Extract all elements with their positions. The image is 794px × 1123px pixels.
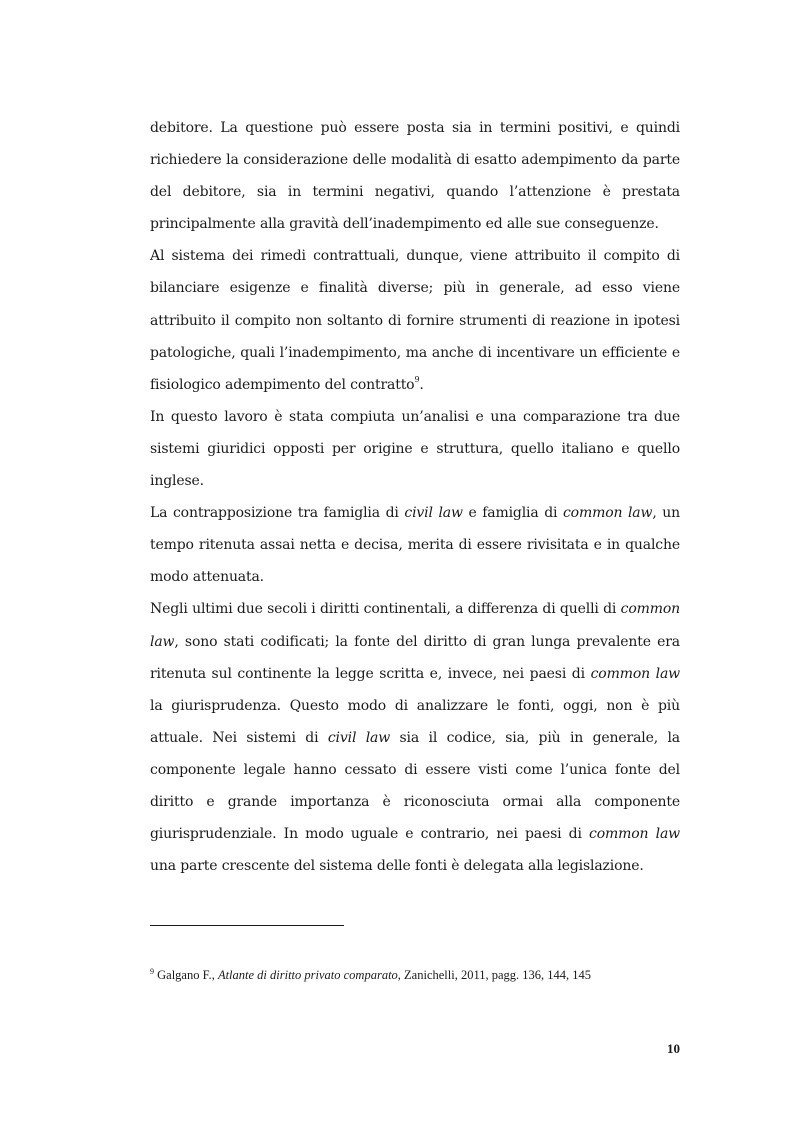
italic-term: common law <box>590 665 680 682</box>
text-run: Al sistema dei rimedi contrattuali, dunque, viene attribuito il compito di bilanciare esigenze e finalità diverse; più in generale, ad esso viene attribuito il compito non soltanto di fornire strumenti di reazione in ipotesi patologiche, quali l’inadempimento, ma anche di incentivare un efficiente e fisiologico adempimento del contratto <box>150 248 680 393</box>
text-run: . <box>419 376 424 393</box>
text-run: debitore. La questione può essere posta sia in termini positivi, e quindi richiedere la considerazione delle modalità di esatto adempimento da parte del debitore, sia in termini negativi, quando l’attenzione è prestata principalmente alla gravità dell’inadempimento ed alle sue conseguenze. <box>150 120 680 233</box>
footnote-reference: 9 <box>414 375 420 385</box>
text-run: La contrapposizione tra famiglia di <box>150 505 405 522</box>
paragraph <box>150 240 680 400</box>
paragraph <box>150 593 680 882</box>
italic-term: common law <box>150 601 680 650</box>
paragraph <box>150 497 680 593</box>
text-run: la giurisprudenza. Questo modo di analizzare le fonti, oggi, non è più attuale. Nei sistemi di <box>150 697 680 746</box>
footnote-separator-text: , <box>211 968 218 982</box>
italic-term: civil law <box>327 729 391 746</box>
text-run: , un tempo ritenuta assai netta e decisa, merita di essere rivisitata e in qualche modo attenuata. <box>150 505 680 586</box>
italic-term: civil law <box>404 505 463 522</box>
italic-term: common law <box>589 826 680 843</box>
text-run: Negli ultimi due secoli i diritti continentali, a differenza di quelli di <box>150 601 621 618</box>
footnote-publication: , Zanichelli, 2011, pagg. 136, 144, 145 <box>397 968 592 982</box>
text-run: e famiglia di <box>462 505 563 522</box>
footnote-author: Galgano F. <box>154 968 212 982</box>
page-number: 10 <box>667 1041 680 1056</box>
footnote <box>150 966 710 984</box>
text-run: una parte crescente del sistema delle fonti è delegata alla legislazione. <box>150 858 644 875</box>
text-run: , sono stati codificati; la fonte del diritto di gran lunga prevalente era ritenuta sul continente la legge scritta e, invece, nei paesi di <box>150 633 680 682</box>
paragraph <box>150 401 680 497</box>
body-text <box>150 112 680 882</box>
footnote-title: Atlante di diritto privato comparato <box>217 968 398 982</box>
footnote-separator <box>150 925 344 926</box>
footnote-number: 9 <box>150 966 154 976</box>
text-run: In questo lavoro è stata compiuta un’analisi e una comparazione tra due sistemi giuridici opposti per origine e struttura, quello italiano e quello inglese. <box>150 408 680 490</box>
paragraph <box>150 112 680 240</box>
italic-term: common law <box>562 505 653 522</box>
text-run: sia il codice, sia, più in generale, la componente legale hanno cessato di essere visti come l’unica fonte del diritto e grande importanza è riconosciuta ormai alla componente giurisprudenziale. In modo uguale e contrario, nei paesi di <box>150 729 681 843</box>
